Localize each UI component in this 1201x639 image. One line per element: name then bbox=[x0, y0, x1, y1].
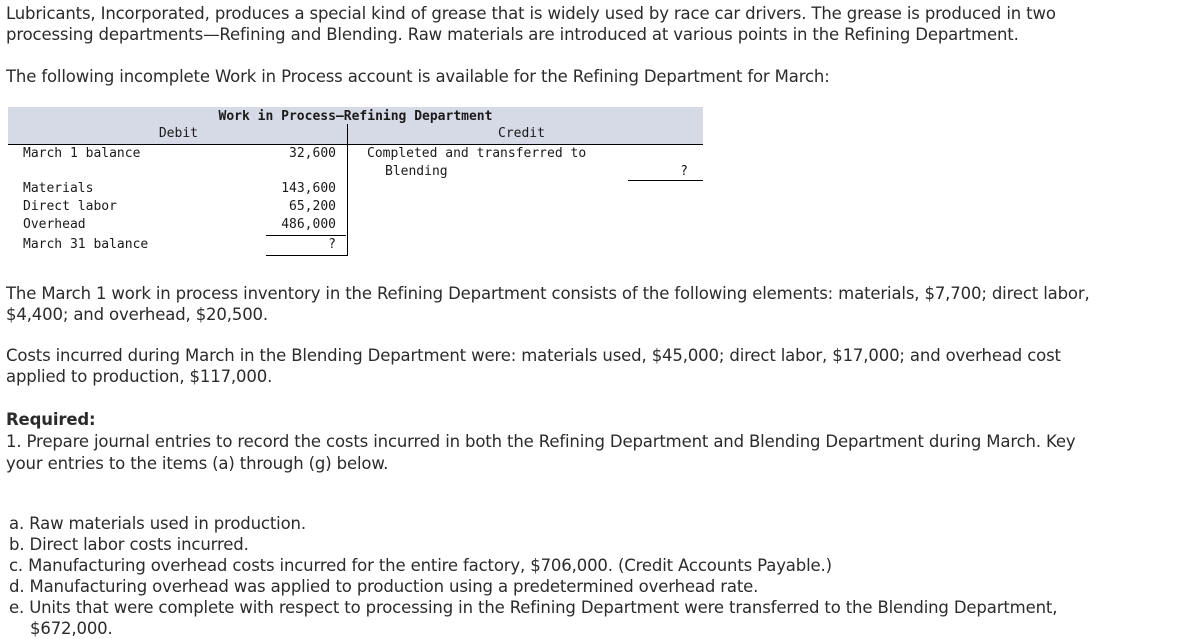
t-account-work-in-process bbox=[8, 107, 703, 257]
intro-line-3: The following incomplete Work in Process account is available for the Refining Department for March: bbox=[6, 67, 830, 86]
para3-line-2: applied to production, $117,000. bbox=[6, 367, 273, 386]
debit-row-label: Overhead bbox=[23, 217, 86, 232]
list-item-continued: $672,000. bbox=[30, 619, 113, 638]
t-account-horizontal-line bbox=[8, 144, 703, 145]
intro-line-2: processing departments—Refining and Blending. Raw materials are introduced at various points in the Refining Department. bbox=[6, 25, 1019, 44]
debit-row-amount: ? bbox=[328, 237, 336, 252]
ending-balance-underline bbox=[266, 255, 348, 256]
list-item: c. Manufacturing overhead costs incurred for the entire factory, $706,000. (Credit Accounts Payable.) bbox=[9, 556, 832, 575]
credit-row-amount: ? bbox=[680, 164, 688, 179]
debit-row-label: Materials bbox=[23, 181, 94, 196]
debit-row-label: March 31 balance bbox=[23, 237, 149, 252]
t-account-vertical-line bbox=[347, 124, 348, 256]
credit-label: Credit bbox=[498, 126, 545, 141]
intro-line-1: Lubricants, Incorporated, produces a special kind of grease that is widely used by race car drivers. The grease is produced in two bbox=[6, 4, 1056, 23]
subtotal-underline bbox=[266, 235, 346, 236]
list-item: b. Direct labor costs incurred. bbox=[9, 535, 249, 554]
t-account-header bbox=[8, 107, 703, 145]
debit-row-amount: 143,600 bbox=[281, 181, 336, 196]
list-item: d. Manufacturing overhead was applied to production using a predetermined overhead rate. bbox=[9, 577, 759, 596]
para3-line-1: Costs incurred during March in the Blending Department were: materials used, $45,000; direct labor, $17,000; and overhead cost bbox=[6, 346, 1061, 365]
debit-row-amount: 486,000 bbox=[281, 217, 336, 232]
debit-label: Debit bbox=[158, 126, 198, 141]
debit-row-amount: 32,600 bbox=[289, 146, 336, 161]
list-item: a. Raw materials used in production. bbox=[9, 514, 306, 533]
debit-row-label: March 1 balance bbox=[23, 146, 141, 161]
required-heading: Required: bbox=[6, 410, 96, 429]
para2-line-1: The March 1 work in process inventory in the Refining Department consists of the following elements: materials, $7,700; direct labor, bbox=[6, 284, 1090, 303]
t-account-title: Work in Process–Refining Department bbox=[218, 109, 493, 124]
required-line-1: 1. Prepare journal entries to record the costs incurred in both the Refining Department and Blending Department during March. Key bbox=[6, 432, 1076, 451]
para2-line-2: $4,400; and overhead, $20,500. bbox=[6, 305, 268, 324]
credit-amount-underline bbox=[628, 180, 703, 181]
list-item: e. Units that were complete with respect to processing in the Refining Department were transferred to the Blending Department, bbox=[9, 598, 1058, 617]
credit-row-label: Completed and transferred to bbox=[367, 146, 587, 161]
credit-row-label-continued: Blending bbox=[385, 164, 448, 179]
debit-row-amount: 65,200 bbox=[289, 199, 336, 214]
required-line-2: your entries to the items (a) through (g) below. bbox=[6, 454, 389, 473]
debit-row-label: Direct labor bbox=[23, 199, 117, 214]
